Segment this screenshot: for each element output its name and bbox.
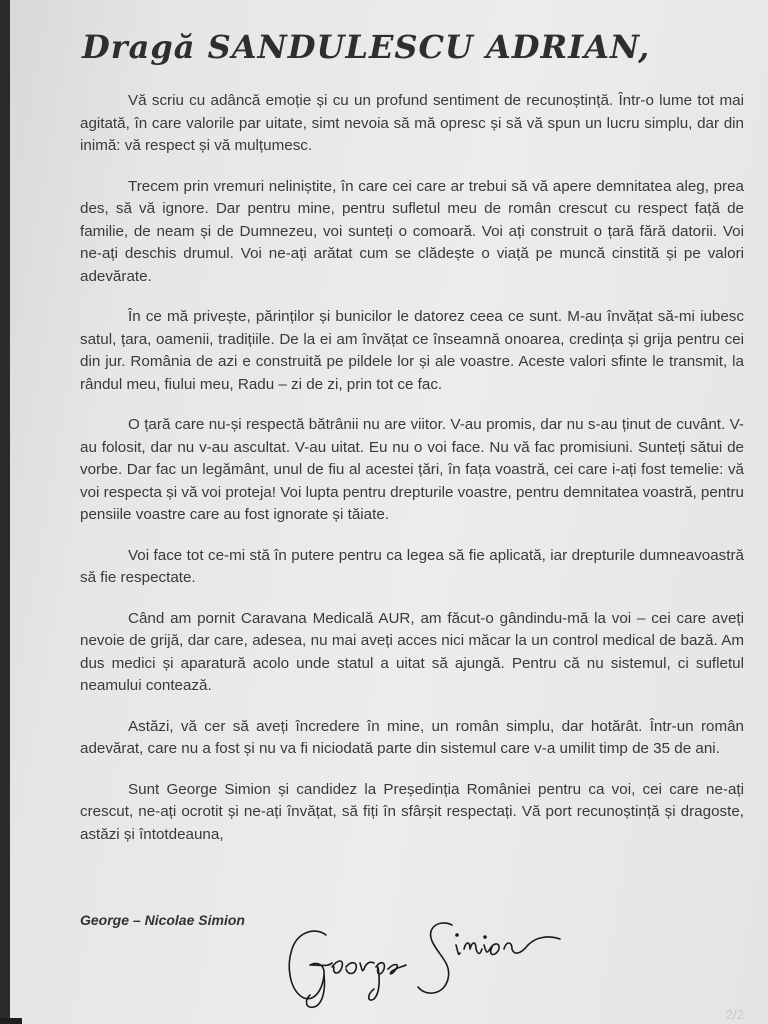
- paragraph-5: Voi face tot ce-mi stă în putere pentru ca legea să fie aplicată, iar drepturile dumneavoastră să fie respectate.: [80, 546, 744, 586]
- page-number: 2/2: [725, 1007, 744, 1022]
- paragraph-6: Când am pornit Caravana Medicală AUR, am făcut-o gândindu-mă la voi – cei care aveți nevoie de grijă, dar care, adesea, nu mai aveți acces nici măcar la un control medical de bază. Am dus medici și aparatură acolo unde statul a uitat să ajungă. Pentru că nu sistemul, ci sufletul neamului contează.: [80, 609, 744, 694]
- page-corner-shadow: [0, 1018, 22, 1024]
- paragraph-3: În ce mă privește, părinților și bunicilor le datorez ceea ce sunt. M-au învățat să-mi iubesc satul, țara, oamenii, tradițiile. De la ei am învățat ce înseamnă onoarea, credința și grija pentru cei din jur. România de azi e construită pe pildele lor și ale voastre. Aceste valori sfinte le transmit, la rândul meu, fiului meu, Radu – zi de zi, prin tot ce fac.: [80, 308, 744, 393]
- paragraph-7: Astăzi, vă cer să aveți încredere în mine, un român simplu, dar hotărât. Într-un român adevărat, care nu a fost și nu va fi niciodată parte din sistemul care v-a umilit timp de 35 de ani.: [80, 717, 744, 757]
- paragraph-4: O țară care nu-și respectă bătrânii nu are viitor. V-au promis, dar nu s-au ținut de cuvânt. V-au folosit, dar nu v-au ascultat. V-au uitat. Eu nu o voi face. Nu vă fac promisiuni. Sunteți sătui de vorbe. Dar fac un legământ, unul de fiu al acestei țări, în fața voastră, cei care i-ați fost temelie: vă voi respecta și vă voi proteja! Voi lupta pentru drepturile voastre, pentru demnitatea voastră, pentru pensiile voastre care au fost ignorate și tăiate.: [80, 416, 744, 523]
- handwritten-signature: [280, 905, 570, 1015]
- paragraph-1: Vă scriu cu adâncă emoție și cu un profund sentiment de recunoștință. Într-o lume tot mai agitată, în care valorile par uitate, simt nevoia să mă opresc și să vă spun un lucru simplu, dar din inimă: vă respect și vă mulțumesc.: [80, 92, 744, 154]
- paragraph-2: Trecem prin vremuri neliniștite, în care cei care ar trebui să vă apere demnitatea aleg, prea des, să vă ignore. Dar pentru mine, pentru sufletul meu de român crescut cu respect față de familie, de neam și de Dumnezeu, voi sunteți o comoară. Voi ați construit o țară fără datorii. Voi ne-ați deschis drumul. Voi ne-ați arătat cum se clădește o viață pe muncă cinstită și pe valori adevărate.: [80, 177, 744, 285]
- letter-page: [10, 0, 768, 1024]
- letter-body: [80, 90, 744, 864]
- paragraph-8: Sunt George Simion și candidez la Președinția României pentru ca voi, cei care ne-ați crescut, ne-ați ocrotit și ne-ați învățat, să fiți în sfârșit respectați. Vă port recunoștință și dragoste, astăzi și întotdeauna,: [80, 780, 744, 843]
- sender-name: George – Nicolae Simion: [80, 912, 245, 928]
- letter-greeting: Dragă SANDULESCU ADRIAN,: [82, 28, 651, 66]
